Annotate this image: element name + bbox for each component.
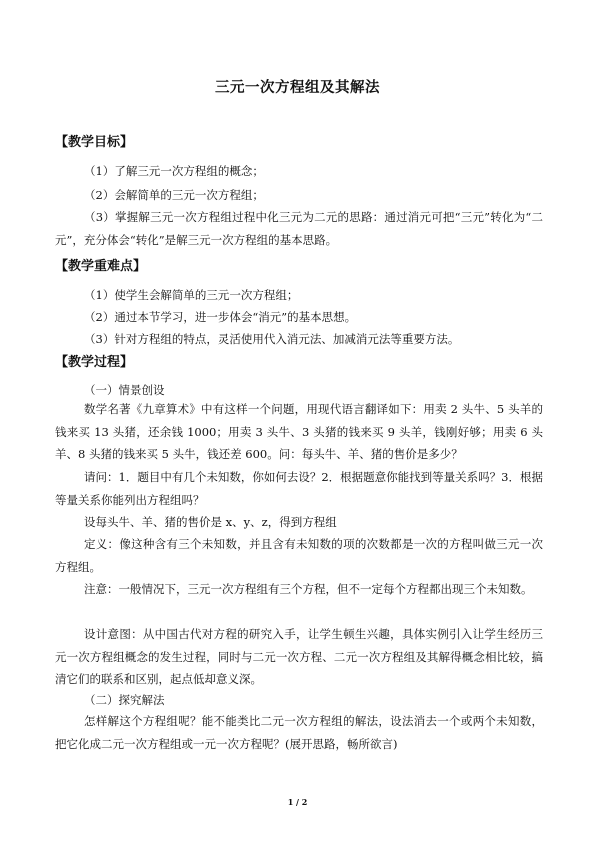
objective-item-1: （1）了解三元一次方程组的概念； (84, 164, 264, 178)
paragraph-setup: 设每头牛、羊、猪的售价是 x、y、z，得到方程组 (84, 515, 337, 529)
paragraph-note: 注意：一般情况下，三元一次方程组有三个方程，但不一定每个方程都出现三个未知数。 (84, 582, 533, 596)
subheading-explore: （二）探究解法 (84, 693, 165, 707)
paragraph-definition: 定义：像这种含有三个未知数，并且含有未知数的项的次数都是一次的方程叫做三元一次方程组。 (55, 537, 543, 574)
paragraph-problem: 数学名著《九章算术》中有这样一个问题，用现代语言翻译如下：用卖 2 头牛、5 头羊的钱来买 13 头猪，还余钱 1000；用卖 3 头牛、3 头猪的钱来买 9 头羊，钱刚好够；用卖 6 头羊、8 头猪的钱来买 5 头牛，钱还差 600。问：每头牛、羊、猪的售价是多少？ (55, 402, 543, 461)
key-point-item-1: （1）使学生会解简单的三元一次方程组； (84, 288, 299, 302)
key-point-item-2: （2）通过本节学习，进一步体会“消元”的基本思想。 (84, 310, 357, 324)
heading-key-points: 【教学重难点】 (55, 259, 147, 274)
heading-process: 【教学过程】 (55, 355, 134, 370)
subheading-scenario: （一）情景创设 (84, 383, 165, 397)
paragraph-questions: 请问：1．题目中有几个未知数，你如何去设？2．根据题意你能找到等量关系吗？3．根据等量关系你能列出方程组吗？ (55, 470, 543, 507)
objective-item-3: （3）掌握解三元一次方程组过程中化三元为二元的思路：通过消元可把“三元”转化为“二元”，充分体会“转化”是解三元一次方程组的基本思路。 (55, 210, 543, 247)
paragraph-explore: 怎样解这个方程组呢？能不能类比二元一次方程组的解法，设法消去一个或两个未知数，把它化成二元一次方程组或一元一次方程呢？(展开思路，畅所欲言) (55, 714, 543, 751)
page-number: 1 / 2 (287, 797, 308, 807)
paragraph-design-intent: 设计意图：从中国古代对方程的研究入手，让学生顿生兴趣，具体实例引入让学生经历三元一次方程组概念的发生过程，同时与二元一次方程、二元一次方程组及其解得概念相比较，搞清它们的联系和区别，起点低却意义深。 (55, 627, 543, 686)
heading-objectives: 【教学目标】 (55, 135, 134, 150)
objective-item-2: （2）会解简单的三元一次方程组； (84, 188, 264, 202)
key-point-item-3: （3）针对方程组的特点，灵活使用代入消元法、加减消元法等重要方法。 (84, 332, 460, 346)
document-title: 三元一次方程组及其解法 (215, 79, 380, 96)
